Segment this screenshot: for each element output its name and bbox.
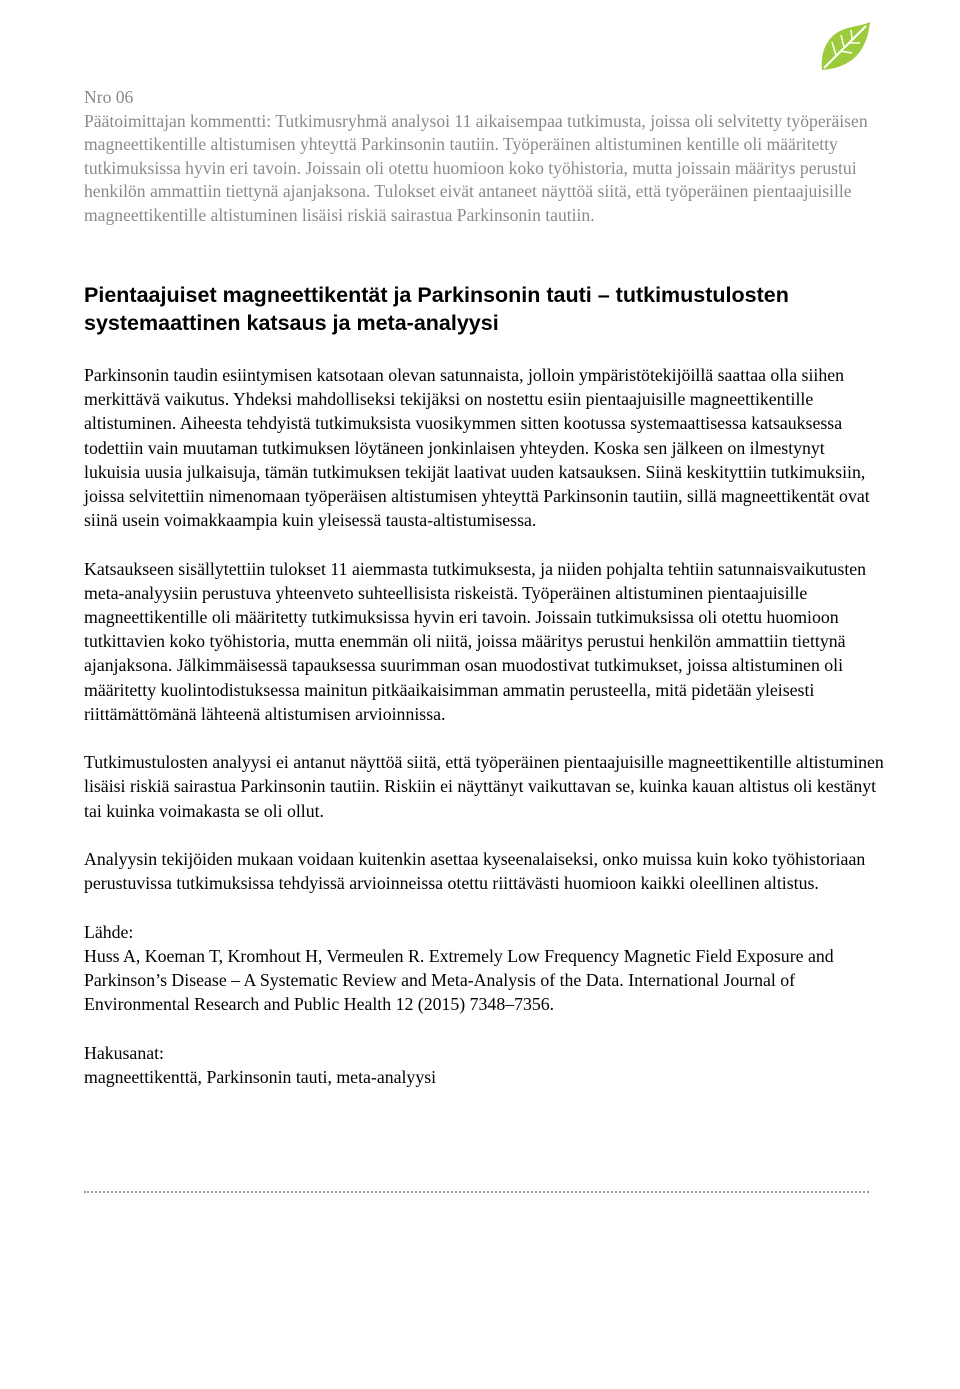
editor-comment-block: [84, 86, 874, 228]
keywords-label: Hakusanat:: [84, 1042, 164, 1063]
article-paragraph: Katsaukseen sisällytettiin tulokset 11 aiemmasta tutkimuksesta, ja niiden pohjalta tehtiin satunnaisvaikutusten meta-analyysiin perustuva yhteenveto suhteellisista riskeistä. Työperäinen altistuminen pientaajuisille magneettikentille oli määritetty tutkimuksissa hyvin eri tavoin. Joissain tutkimuksissa oli otettu huomioon tutkittavien koko työhistoria, mutta enemmän oli niitä, joissa määritys perustui henkilön ammattiin tiettynä ajanjaksona. Jälkimmäisessä tapauksessa suurimman osan muodostivat tutkimukset, joissa altistuminen oli määritetty kuolintodistuksessa mainitun pitkäaikaisimman ammatin perusteella, mitä pidetään yleisesti riittämättömänä lähteenä altistumisen arvioinnissa.: [84, 558, 867, 724]
source-label: Lähde:: [84, 921, 134, 942]
article-paragraph: Tutkimustulosten analyysi ei antanut näyttöä siitä, että työperäinen pientaajuisille magneettikentille altistuminen lisäisi riskiä sairastua Parkinsonin tautiin. Riskiin ei näyttänyt vaikuttavan se, kuinka kauan altistus oli kestänyt tai kuinka voimakasta se oli ollut.: [84, 752, 884, 821]
article-body: [84, 363, 884, 1089]
article-paragraph: Parkinsonin taudin esiintymisen katsotaan olevan satunnaista, jolloin ympäristötekijöillä saattaa olla siihen merkittävä vaikutus. Yhdeksi mahdolliseksi tekijäksi on nostettu esiin pientaajuisille magneettikentille altistuminen. Aiheesta tehdyistä tutkimuksista vuosikymmen sitten kootussa systemaattisessa katsauksessa todettiin vain muutaman tutkimuksen löytäneen jonkinlaisen yhteyden. Koska sen jälkeen on ilmestynyt lukuisia uusia julkaisuja, tämän tutkimuksen tekijät laativat uuden katsauksen. Siinä keskityttiin tutkimuksiin, joissa selvitettiin nimenomaan työperäisen altistumisen yhteyttä Parkinsonin tautiin, sillä magneettikentät ovat siinä usein voimakkaampia kuin yleisessä tausta-altistumisessa.: [84, 365, 870, 531]
article-title: Pientaajuiset magneettikentät ja Parkinsonin tauti – tutkimustulosten systemaattinen katsaus ja meta-analyysi: [84, 283, 789, 335]
dotted-divider: [84, 1191, 869, 1193]
editor-comment: Päätoimittajan kommentti: Tutkimusryhmä analysoi 11 aikaisempaa tutkimusta, joissa oli selvitetty työperäisen magneettikentille altistumisen yhteyttä Parkinsonin tautiin. Työperäinen altistuminen kentille oli määritetty tutkimuksissa hyvin eri tavoin. Joissain oli otettu huomioon koko työhistoria, mutta joissain määritys perustui henkilön ammattiin tiettynä ajanjaksona. Tulokset eivät antaneet näyttöä siitä, että työperäinen pientaajuisille magneettikentille altistuminen lisäisi riskiä sairastua Parkinsonin tautiin.: [84, 110, 868, 225]
article-paragraph: Analyysin tekijöiden mukaan voidaan kuitenkin asettaa kyseenalaiseksi, onko muissa kuin koko työhistoriaan perustuvissa tutkimuksissa tehdyissä arvioinneissa otettu riittävästi huomioon kaikki oleellinen altistus.: [84, 849, 866, 894]
birch-leaf-icon: [818, 20, 874, 72]
keywords: magneettikenttä, Parkinsonin tauti, meta-analyysi: [84, 1066, 437, 1087]
issue-number: Nro 06: [84, 87, 134, 107]
source-reference: Huss A, Koeman T, Kromhout H, Vermeulen R. Extremely Low Frequency Magnetic Field Exposure and Parkinson’s Disease – A Systematic Review and Meta-Analysis of the Data. International Journal of Environmental Research and Public Health 12 (2015) 7348–7356.: [84, 945, 834, 1015]
